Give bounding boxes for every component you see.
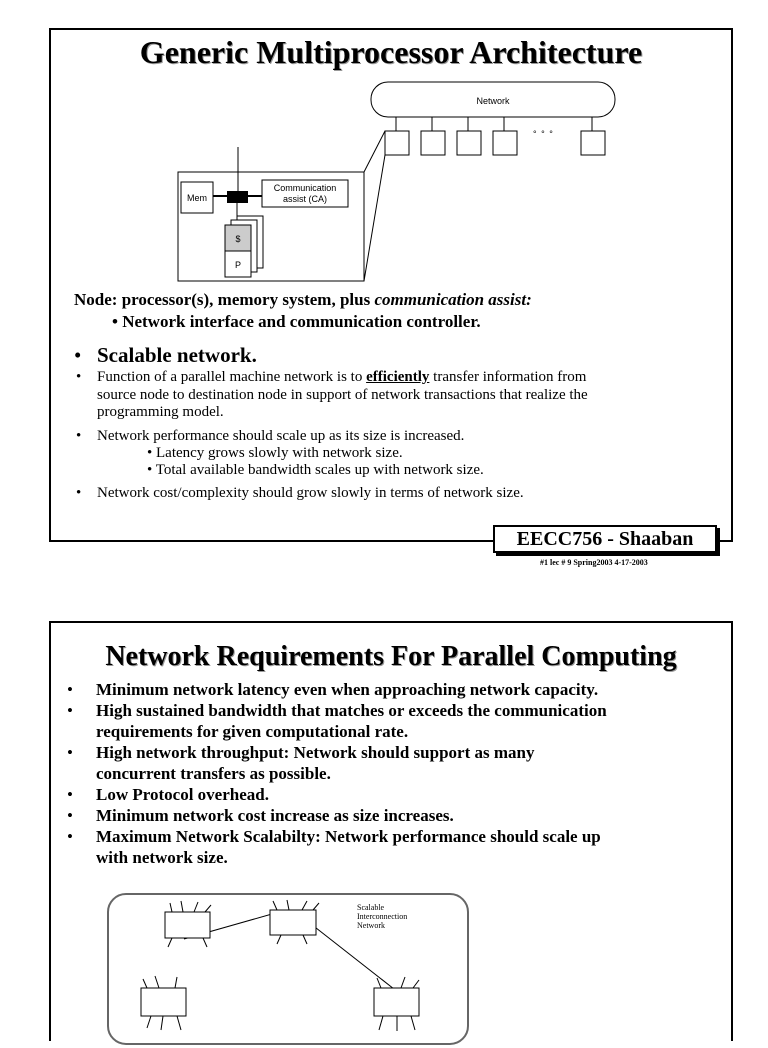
sub-bullet-1: • Latency grows slowly with network size. [147,445,403,461]
network-label: Network [476,96,510,106]
requirement-4-line-1: Low Protocol overhead. [96,785,269,804]
scalable-network-diagram [51,888,735,1048]
diagram-label-line2: Interconnection [357,912,408,921]
bullet-dot: • [67,701,73,720]
bullet-dot: • [67,785,73,804]
requirement-5-line-1: Minimum network cost increase as size increases. [96,806,454,825]
bullet-dot: • [76,369,82,385]
bullet-dot: • [76,485,82,501]
requirement-6-line-2: with network size. [96,848,228,867]
scalable-heading: Scalable network. [97,343,257,367]
slide-footnote: #1 lec # 9 Spring2003 4-17-2003 [540,558,648,567]
mem-label: Mem [187,193,207,203]
bullet-3: Network cost/complexity should grow slowly in terms of network size. [97,485,524,501]
bullet-dot: • [67,743,73,762]
slide-1 [49,28,733,550]
requirement-3-line-1: High network throughput: Network should support as many [96,743,535,762]
requirement-3-line-2: concurrent transfers as possible. [96,764,331,783]
bullet-dot: • [67,806,73,825]
slide-1-title: Generic Multiprocessor Architecture [139,34,643,70]
requirement-2-line-2: requirements for given computational rate. [96,722,409,741]
ca-label-line2: assist (CA) [282,194,328,204]
diagram-label-line1: Scalable [357,903,385,912]
efficiently-emphasis: efficiently [366,369,430,385]
bullet-1-line-1: Function of a parallel machine network is to efficiently transfer information from [97,369,587,385]
diagram-label-line3: Network [357,921,385,930]
node-intro: Node: processor(s), memory system, plus [74,290,375,309]
bullet-dot: • [67,680,73,699]
course-footer: EECC756 - Shaaban [493,525,717,553]
processor-label: P [234,260,242,270]
node-description [74,290,532,310]
bullet-dot: • [74,343,82,367]
ca-label-line1: Communication [273,183,337,193]
requirement-1-line-1: Minimum network latency even when approaching network capacity. [96,680,599,699]
bullet-2: Network performance should scale up as its size is increased. [97,428,465,444]
ca-switch [227,191,248,203]
bullet-1-line-2: source node to destination node in support of network transactions that realize the [97,387,588,403]
bullet-dot: • [67,827,73,846]
bullet-dot: • [76,428,82,444]
network-nodes [385,117,605,155]
bullet-1-line-3: programming model. [97,404,224,420]
sub-bullet-2: • Total available bandwidth scales up with network size. [147,462,484,478]
slide-2 [49,621,733,1041]
node-intro-italic: communication assist: [374,290,532,309]
cache-label: $ [235,234,241,244]
node-sub-bullet: • Network interface and communication controller. [112,312,481,331]
requirement-6-line-1: Maximum Network Scalabilty: Network performance should scale up [96,827,601,846]
requirement-2-line-1: High sustained bandwidth that matches or exceeds the communication [96,701,607,720]
slide-2-title: Network Requirements For Parallel Computing [105,641,677,672]
more-nodes-dots: ° ° ° [533,129,554,139]
